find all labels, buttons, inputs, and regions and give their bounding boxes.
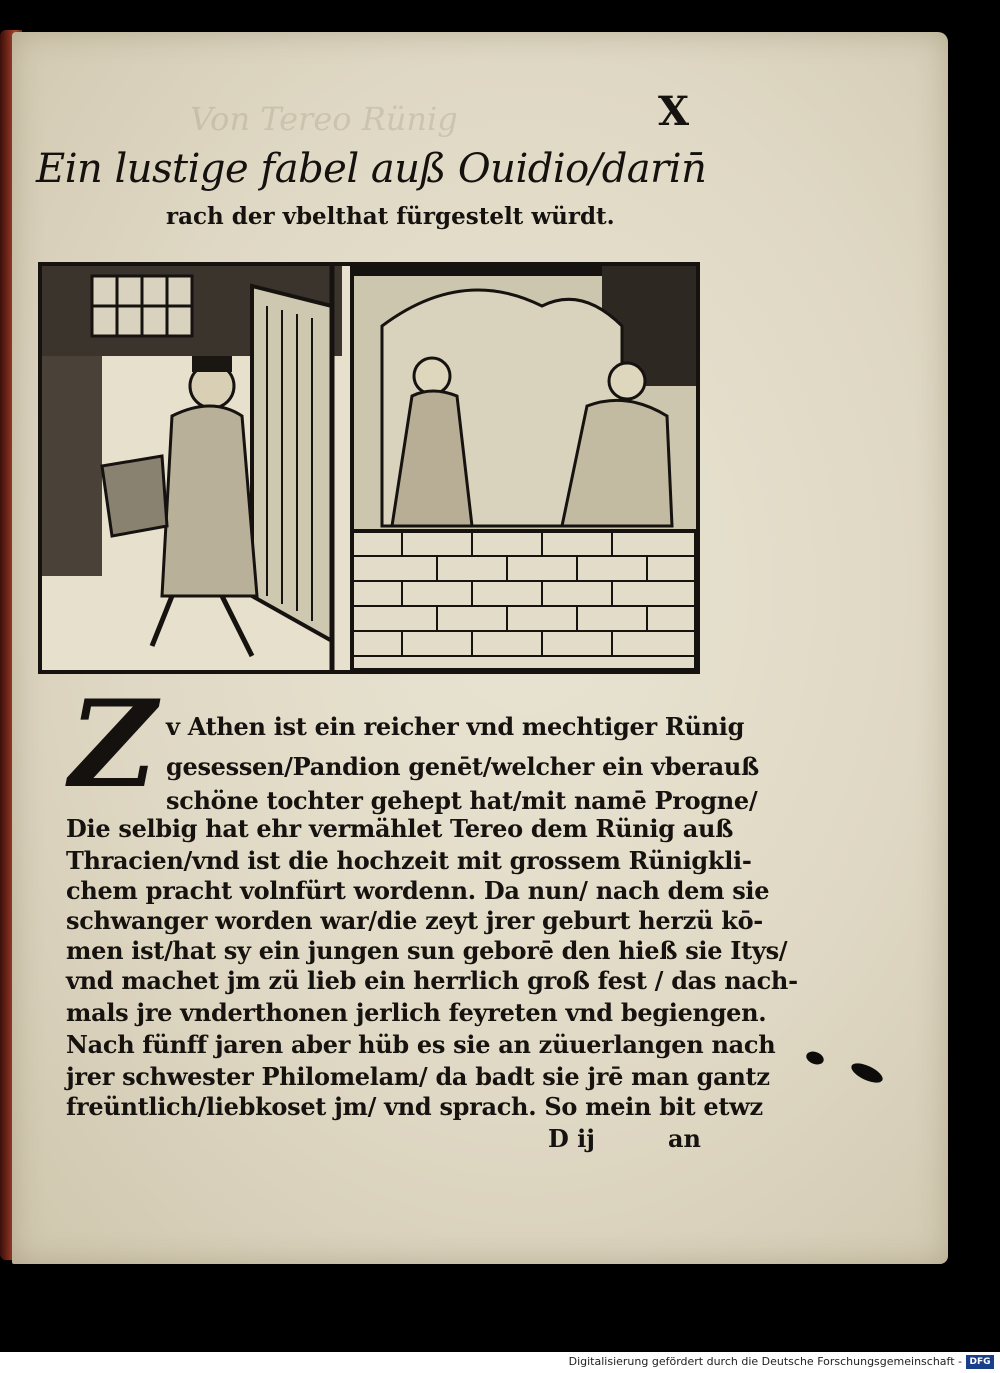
body-line: gesessen/Pandion genēt/welcher ein vberauß [166,752,759,781]
body-line: vnd machet jm zü lieb ein herrlich groß fest / das nach- [66,966,798,995]
body-line: jrer schwester Philomelam/ da badt sie jrē man gantz [66,1062,770,1091]
body-line: chem pracht volnfürt wordenn. Da nun/ nach dem sie [66,876,770,905]
heading-line-2: rach der vbelthat fürgestelt würdt. [166,203,615,230]
body-line: Die selbig hat ehr vermählet Tereo dem Rünig auß [66,814,734,843]
catchword: an [668,1124,701,1153]
footer-credit: Digitalisierung gefördert durch die Deutsche Forschungsgemeinschaft - [568,1355,962,1368]
body-line: schöne tochter gehept hat/mit namē Progne/ [166,786,758,815]
body-line: mals jre vnderthonen jerlich feyreten vnd begiengen. [66,998,767,1027]
body-line: Nach fünff jaren aber hüb es sie an züuerlangen nach [66,1030,776,1059]
body-line: v Athen ist ein reicher vnd mechtiger Rünig [166,712,745,741]
body-line: men ist/hat sy ein jungen sun geborē den hieß sie Itys/ [66,936,788,965]
body-line: freüntlich/liebkoset jm/ vnd sprach. So mein bit etwz [66,1092,763,1121]
footer-bar [0,1352,1000,1373]
show-through-text: Von Tereo Rünig [190,100,458,138]
dfg-logo[interactable]: DFG [966,1355,994,1369]
signature-mark: D ij [548,1124,595,1153]
drop-cap: Z [69,674,157,815]
folio-number: X [658,88,690,135]
body-line: schwanger worden war/die zeyt jrer geburt herzü kō- [66,906,763,935]
body-line: Thracien/vnd ist die hochzeit mit grossem Rünigkli- [66,846,752,875]
heading-line-1: Ein lustige fabel auß Ouidio/darin̄ [36,146,707,192]
woodcut-illustration-icon [38,262,700,674]
